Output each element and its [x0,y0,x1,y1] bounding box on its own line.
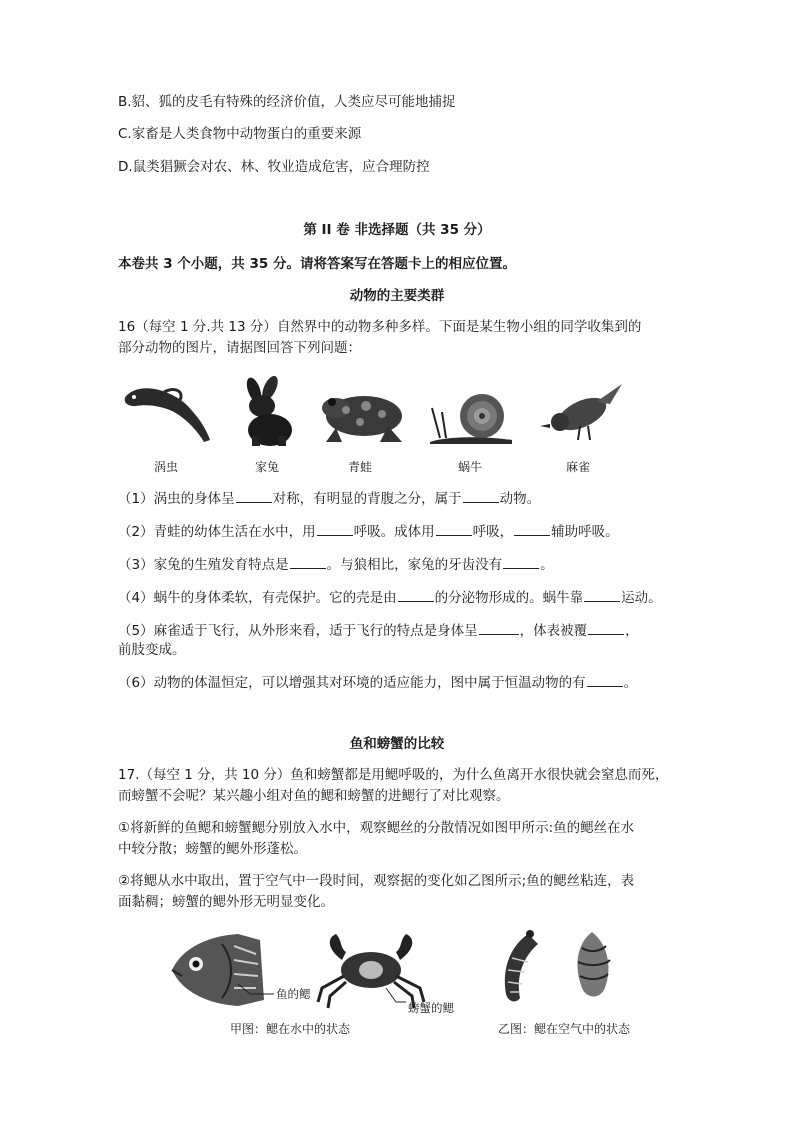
section-title: 第 II 卷 非选择题（共 35 分） [303,222,491,238]
q16-item-2: （2）青蛙的幼体生活在水中，用 呼吸。成体用 呼吸， 辅助呼吸。 [118,521,619,542]
option-b: B.貂、狐的皮毛有特殊的经济价值，人类应尽可能地捕捉 [118,94,456,110]
rabbit-image [232,378,302,448]
q16-item-1: （1）涡虫的身体呈 对称，有明显的背腹之分，属于 动物。 [118,488,540,509]
crab-gill-air-image [568,928,618,1008]
fish-gill-label: 鱼的鳃 [276,987,311,1001]
flatworm-image [118,378,218,448]
q16-heading: 动物的主要类群 [349,288,445,304]
q16-item-5: （5）麻雀适于飞行，从外形来看，适于飞行的特点是身体呈 ，体表被覆 ， [118,620,639,641]
crab-gill-label: 螃蟹的鳃 [408,1001,454,1015]
q17-step2-line1: ②将鳃从水中取出，置于空气中一段时间，观察据的变化如乙图所示;鱼的鳃丝粘连，表 [118,873,635,889]
snail-image [426,386,516,446]
animal-label-frog: 青蛙 [347,460,372,474]
q17-step1-line1: ①将新鲜的鱼鳃和螃蟹鳃分别放入水中，观察鳃丝的分散情况如图甲所示:鱼的鳃丝在水 [118,820,635,836]
animal-label-rabbit: 家兔 [254,460,279,474]
q17-heading: 鱼和螃蟹的比较 [349,736,445,752]
sparrow-image [536,380,626,444]
frog-image [316,388,408,448]
option-c: C.家畜是人类食物中动物蛋白的重要来源 [118,126,362,142]
option-d: D.鼠类猖獗会对农、林、牧业造成危害，应合理防控 [118,159,430,175]
fig-a-caption: 甲图：鳃在水中的状态 [230,1022,351,1036]
q16-intro-line2: 部分动物的图片，请据图回答下列问题： [118,340,361,356]
section-instruction: 本卷共 3 个小题，共 35 分。请将答案写在答题卡上的相应位置。 [118,256,516,272]
animal-label-snail: 蜗牛 [457,460,482,474]
q16-item-6: （6）动物的体温恒定，可以增强其对环境的适应能力，图中属于恒温动物的有 。 [118,672,637,693]
q17-step1-line2: 中较分散；螃蟹的鳃外形蓬松。 [118,841,307,857]
q17-step2-line2: 面黏稠；螃蟹的鳃外形无明显变化。 [118,894,334,910]
fish-gill-air-image [498,928,548,1008]
fig-b-caption: 乙图：鳃在空气中的状态 [498,1022,631,1036]
q17-intro-line2: 而螃蟹不会呢？某兴趣小组对鱼的鳃和螃蟹的进鳃行了对比观察。 [118,788,510,804]
q16-item-3: （3）家兔的生殖发育特点是 。与狼相比，家兔的牙齿没有 。 [118,554,554,575]
animal-label-sparrow: 麻雀 [565,460,590,474]
q17-intro-line1: 17.（每空 1 分，共 10 分）鱼和螃蟹都是用鳃呼吸的，为什么鱼离开水很快就会窒息而死， [118,767,669,783]
animal-label-flatworm: 涡虫 [153,460,178,474]
q16-item-4: （4）蜗牛的身体柔软，有壳保护。它的壳是由 的分泌物形成的。蜗牛靠 运动。 [118,587,662,608]
q16-intro-line1: 16（每空 1 分.共 13 分）自然界中的动物多种多样。下面是某生物小组的同学收集到的 [118,319,642,335]
q16-item-5-cont: 前肢变成。 [118,642,186,658]
